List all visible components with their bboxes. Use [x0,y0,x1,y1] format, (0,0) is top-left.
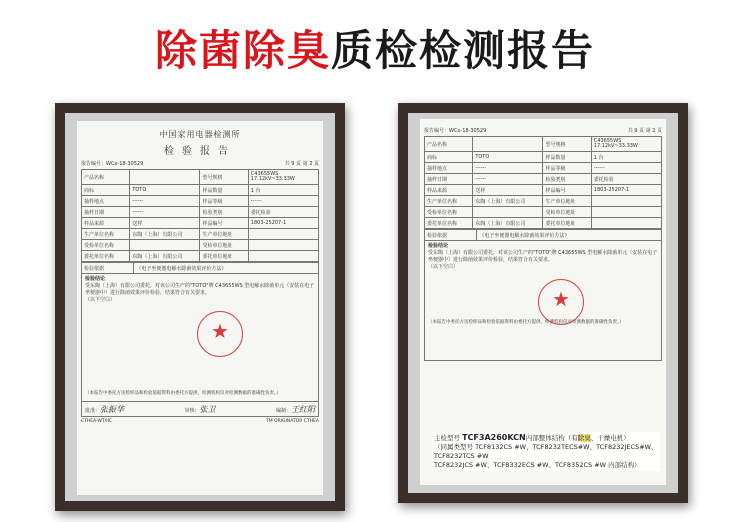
left-signature-row [81,402,319,417]
left-field-value: TOTO [130,185,200,196]
right-field-label: 受检单位名称 [425,207,473,218]
right-footnote: （本报告中委托方送检样品和检验依据资料由委托方提供，检测机构仅对检测数据的准确性负责。） [428,320,624,325]
left-maker-label: 编制： [275,407,291,414]
caption-line-3: TCF8232JCS #W、TCF8332ECS #W、TCF8352CS #W 内部结构） [434,461,641,469]
banner-title [0,18,750,78]
left-field-label: 商标 [82,185,130,196]
left-field-label: 生产单位地址 [200,229,248,240]
right-field-label: 委托单位名称 [425,218,473,229]
right-table-row [425,185,662,196]
left-table-row [82,207,319,218]
right-field-value: 送样 [473,185,543,196]
banner-title-black: 质检检测报告 [331,26,596,75]
right-field-label: 样品数量 [543,152,591,163]
right-table-row [425,218,662,229]
right-report-number: 报告编号：WCx-18-30529 [424,128,487,134]
left-field-value [130,170,200,185]
left-field-value: 东陶（上海）有限公司 [130,229,200,240]
left-field-label: 抽样地点 [82,196,130,207]
right-page-indicator: 共 9 页 第 2 页 [627,128,662,134]
left-reviewer-signature: 张卫 [199,404,216,414]
left-table-row [82,229,319,240]
right-field-label: 样品来源 [425,185,473,196]
caption-line-1 [434,433,658,443]
right-table-row [425,207,662,218]
left-table-row [82,251,319,262]
left-field-label: 检验类别 [200,207,248,218]
left-report-header [77,129,323,157]
right-model-caption [432,432,660,471]
left-field-value: 1 台 [248,185,318,196]
right-table-row [425,196,662,207]
right-field-label: 委托单位地址 [543,218,591,229]
right-field-label: 商标 [425,152,473,163]
right-field-label: 样品等级 [543,163,591,174]
left-field-label: 受检单位名称 [82,240,130,251]
left-maker-signature: 王红阳 [290,404,315,414]
left-field-label: 样品数量 [200,185,248,196]
caption-mid: 内部整体结构（有 [525,434,578,442]
right-basis-table [424,229,662,241]
right-field-value [473,137,543,152]
right-field-label: 产品名称 [425,137,473,152]
left-table-row [82,218,319,229]
right-field-value: 1 台 [591,152,661,163]
left-report-paper [77,121,323,495]
left-field-label: 样品编号 [200,218,248,229]
right-field-value [591,207,661,218]
right-table-row [425,152,662,163]
right-red-seal-stamp [538,279,584,325]
left-basis-label: 检验依据 [82,263,134,274]
right-field-value: ------ [591,163,661,174]
left-bottom-originator: TM ORIGINATOR CTHEA [265,419,319,424]
left-field-label: 委托单位名称 [82,251,130,262]
left-report-meta [77,160,323,167]
caption-model: TCF3A260KCN [462,433,526,442]
right-basis-text: 《电子坐便器电解水除菌效果评价方法》 [477,230,662,241]
left-footnote: （本报告中委托方送检样品和检验依据资料由委托方提供，检测机构仅对检测数据的准确性负责。） [85,391,281,396]
right-field-label: 生产单位名称 [425,196,473,207]
left-field-value: 1803-25207-1 [248,218,318,229]
banner-title-red: 除菌除臭 [154,26,331,75]
left-basis-text: 《电子坐便器电解水除菌效果评价方法》 [134,263,319,274]
right-field-value: 东陶（上海）有限公司 [473,196,543,207]
left-field-value [248,229,318,240]
right-stamp-star-icon: ★ [552,287,570,311]
left-table-row [82,196,319,207]
left-report-title: 检验报告 [164,146,236,157]
left-field-value [248,251,318,262]
right-report-frame [398,103,688,503]
left-field-value [248,240,318,251]
left-field-label: 样品来源 [82,218,130,229]
right-report-meta [420,127,666,134]
left-approver-label: 批准： [85,407,101,414]
left-field-label: 抽样日期 [82,207,130,218]
right-conclusion-note: （以下空白） [428,264,459,270]
left-field-label: 委托单位地址 [200,251,248,262]
right-field-label: 受检单位地址 [543,207,591,218]
left-field-value: 送样 [130,218,200,229]
left-field-value: C43655WS 17.12kV~33.33W [248,170,318,185]
right-field-label: 样品编号 [543,185,591,196]
left-report-number: 报告编号：WCx-18-30529 [81,161,144,167]
right-table-row [425,137,662,152]
right-field-value: 委托检验 [591,174,661,185]
right-conclusion-label: 检验结论 [428,243,449,249]
right-field-label: 抽样地点 [425,163,473,174]
right-basis-label: 检验依据 [425,230,477,241]
left-table-row [82,185,319,196]
left-approver-signature: 张振华 [100,404,125,414]
left-field-value: ------ [130,207,200,218]
left-field-label: 生产单位名称 [82,229,130,240]
right-field-value: ------ [473,163,543,174]
right-table-row [425,163,662,174]
right-report-paper [420,119,666,485]
left-field-label: 受检单位地址 [200,240,248,251]
left-basis-table [81,262,319,274]
left-info-table [81,169,319,262]
right-field-label: 生产单位地址 [543,196,591,207]
left-field-label: 型号规格 [200,170,248,185]
right-field-value: 1803-25207-1 [591,185,661,196]
right-field-value: C43655WS 17.12kV~33.33W [591,137,661,152]
left-table-row [82,170,319,185]
caption-line-2: （同属类型号 TCF8132CS #W、TCF8232TECS#W、TCF8232JECS#W、TCF8232TCS #W [434,443,658,460]
left-reviewer-label: 审核： [184,407,200,414]
left-field-value [130,240,200,251]
left-conclusion-text: 受东陶（上海）有限公司委托，对该公司生产的"TOTO"牌 C43655WS 型电解水除菌单元（安装在电子坐便器中）进行除菌效果评价检验，结果符合有关要求。 [85,283,315,296]
right-field-label: 型号规格 [543,137,591,152]
left-conclusion-note: （以下空白） [85,297,116,303]
left-field-value: ------ [130,196,200,207]
caption-highlight: 除臭 [577,434,591,442]
right-info-table [424,136,662,229]
left-field-label: 产品名称 [82,170,130,185]
left-page-indicator: 共 9 页 第 2 页 [284,161,319,167]
left-institute-name: 中国家用电器检测所 [159,130,241,139]
right-table-row [425,174,662,185]
right-field-value [473,207,543,218]
right-field-value [591,218,661,229]
caption-prefix: 主检型号 [434,434,460,442]
right-field-value: 东陶（上海）有限公司 [473,218,543,229]
right-field-value: ------ [473,174,543,185]
caption-post: 、干燥电机） [590,434,630,442]
left-report-frame [55,103,345,511]
left-report-bottom [77,417,323,424]
left-field-value: 东陶（上海）有限公司 [130,251,200,262]
right-conclusion-text: 受东陶（上海）有限公司委托，对该公司生产的"TOTO"牌 C43655WS 型电解水除菌单元（安装在电子坐便器中）进行除菌效果评价检验，结果符合有关要求。 [428,250,658,263]
right-field-label: 检验类别 [543,174,591,185]
left-table-row [82,240,319,251]
left-field-value: 委托检验 [248,207,318,218]
right-field-value [591,196,661,207]
left-field-value: ------ [248,196,318,207]
left-red-seal-stamp [197,311,243,357]
left-stamp-star-icon: ★ [211,319,229,343]
right-field-label: 抽样日期 [425,174,473,185]
left-conclusion-label: 检验结论 [85,276,106,282]
left-field-label: 样品等级 [200,196,248,207]
left-bottom-code: CTHEA-WT/IIC [81,419,113,424]
right-field-value: TOTO [473,152,543,163]
